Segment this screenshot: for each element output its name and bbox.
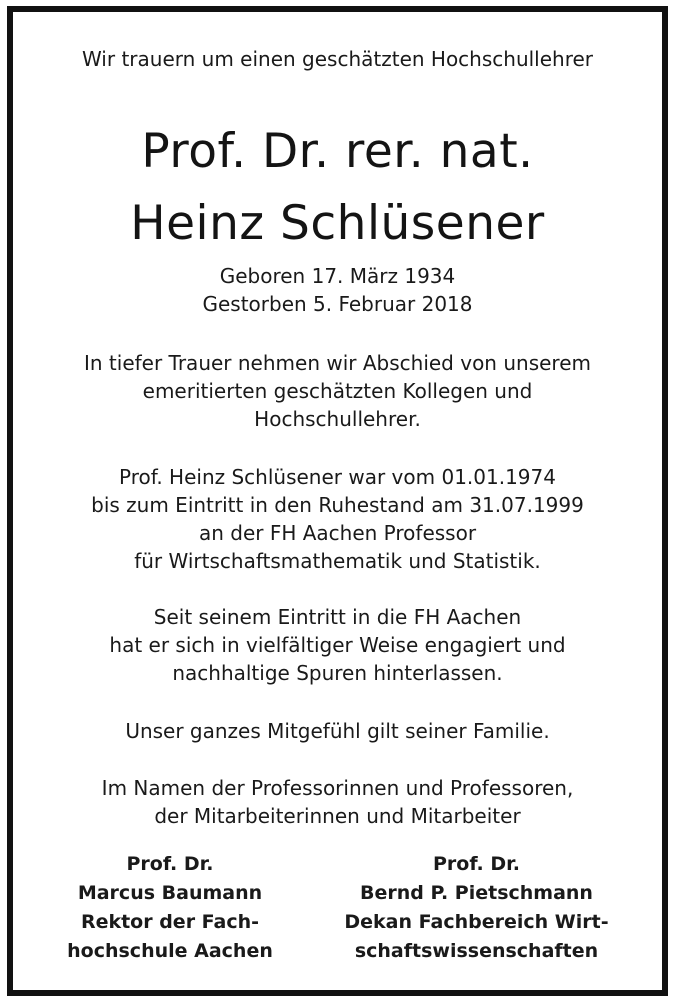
death-date: Gestorben 5. Februar 2018 [202, 292, 473, 316]
signatory-name: Marcus Baumann [77, 882, 263, 904]
name-title-line: Prof. Dr. rer. nat. [141, 124, 534, 179]
signatory-title: Prof. Dr. [126, 853, 214, 875]
text-line: an der FH Aachen Professor [198, 521, 477, 545]
paragraph-career [13, 463, 662, 575]
signatory-dean [304, 850, 649, 966]
text-line: Unser ganzes Mitgefühl gilt seiner Familie. [125, 719, 550, 743]
text-line: der Mitarbeiterinnen und Mitarbeiter [154, 804, 521, 828]
paragraph-farewell [13, 349, 662, 433]
signatory-role: schaftswissenschaften [354, 940, 599, 962]
obituary-notice [7, 6, 668, 996]
text-line: emeritierten geschätzten Kollegen und [142, 379, 533, 403]
life-dates [13, 262, 662, 318]
signatory-title: Prof. Dr. [432, 853, 521, 875]
text-line: In tiefer Trauer nehmen wir Abschied von unserem [84, 351, 591, 375]
signatory-name: Bernd P. Pietschmann [360, 882, 593, 904]
paragraph-condolence [13, 717, 662, 745]
paragraph-on-behalf [13, 774, 662, 830]
text-line: für Wirtschaftsmathematik und Statistik. [134, 549, 541, 573]
name-line: Heinz Schlüsener [130, 196, 545, 251]
signatory-role: hochschule Aachen [67, 940, 273, 962]
signatory-rector [31, 850, 309, 966]
text-line: Im Namen der Professorinnen und Professoren, [101, 776, 574, 800]
text-line: hat er sich in vielfältiger Weise engagiert und [109, 633, 566, 657]
text-line: bis zum Eintritt in den Ruhestand am 31.07.1999 [91, 493, 584, 517]
signatory-role: Rektor der Fach- [80, 911, 260, 933]
text-line: Prof. Heinz Schlüsener war vom 01.01.1974 [119, 465, 556, 489]
birth-date: Geboren 17. März 1934 [219, 264, 456, 288]
signatory-role: Dekan Fachbereich Wirt- [344, 911, 609, 933]
paragraph-engagement [13, 603, 662, 687]
intro-line: Wir trauern um einen geschätzten Hochschullehrer [81, 47, 594, 71]
text-line: nachhaltige Spuren hinterlassen. [172, 661, 503, 685]
text-line: Hochschullehrer. [254, 407, 421, 431]
text-line: Seit seinem Eintritt in die FH Aachen [153, 605, 522, 629]
deceased-name [13, 116, 662, 260]
